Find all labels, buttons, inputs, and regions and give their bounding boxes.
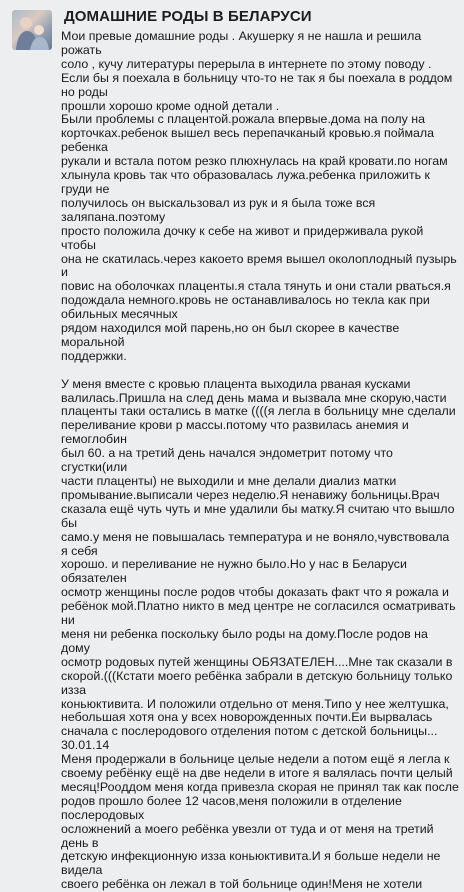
post-text: Мои превые домашние роды . Акушерку я не нашла и решила рожать соло , кучу литературы перерыла в интернете по этому поводу . Если бы я поехала в больницу что-то не так я бы поехала в роддом но роды прошли хорошо кроме одной детали . Были проблемы с плацентой.рожала впервые.дома на полу на корточках.ребенок вышел весь перепачканый кровью.я поймала ребенка рукали и встала потом резко плюхнулась на край кровати.по ногам хлынула кровь так что образовалась лужа.ребенка приложить к груди не получилось он выскальзовал из рук и я была тоже вся заляпана.поэтому просто положила дочку к себе на живот и придерживала рукой чтобы она не скатилась.через какоето время вышел околоплодный пузырь и повис на оболочках плаценты.я стала тянуть и они стали рваться.я подождала немного.кровь не останавливалось но текла как при обильных месячных рядом находился мой парень,но он был скорее в качестве моральной поддержки. У меня вместе с кровью плацента выходила рваная кусками валилась.Пришла на след день мама и вызвала мне скорую,части плаценты таки остались в матке ((((я легла в больницу мне сделали переливание крови р массы.потому что развилась анемия и гемоглобин был 60. а на третий день начался эндометрит потому что сгустки(или части плаценты) не выходили и мне делали диализ матки промывание.выписали через неделю.Я ненавижу больницы.Врач сказала ещё чуть чуть и мне удалили бы матку.Я считаю что вышло бы само.у меня не повышалась температура и не воняло,чувствовала я себя хорошо. и переливание не нужно было.Но у нас в Беларуси обязателен осмотр женщины после родов чтобы доказать факт что я рожала и ребёнок мой.Платно никто в мед центре не согласился осматривать ни меня ни ребенка поскольку было роды на дому.После родов на дому осмотр родовых путей женщины ОБЯЗАТЕЛЕН....Мне так сказали в скорой.(((Кстати моего ребёнка забрали в детскую больницу только изза коньюктивита. И положили отдельно от меня.Типо у нее желтушка, небольшая хотя она у всех новорожденных почти.Еи вырвалась сначала с послеродового отделения потом с детской больницы... 30.01.14 Меня продержали в больнице целые недели а потом ещё я легла к своему ребёнку ещё на две недели в итоге я валялась почти целый месяц!Роoддом меня когда привезла скорая не принял так как после родов прошло более 12 часов,меня положили в отделение послеродовых осложнений а моего ребёнка увезли от туда и от меня на третий день в детскую инфекционную изза коньюктивита.И я больше недели не видела своего ребёнка он лежал в той больнице один!Меня не хотели <box>61 29 459 892</box>
group-avatar-icon[interactable] <box>12 10 52 50</box>
group-name[interactable]: ДОМАШНИЕ РОДЫ В БЕЛАРУСИ <box>64 8 312 25</box>
